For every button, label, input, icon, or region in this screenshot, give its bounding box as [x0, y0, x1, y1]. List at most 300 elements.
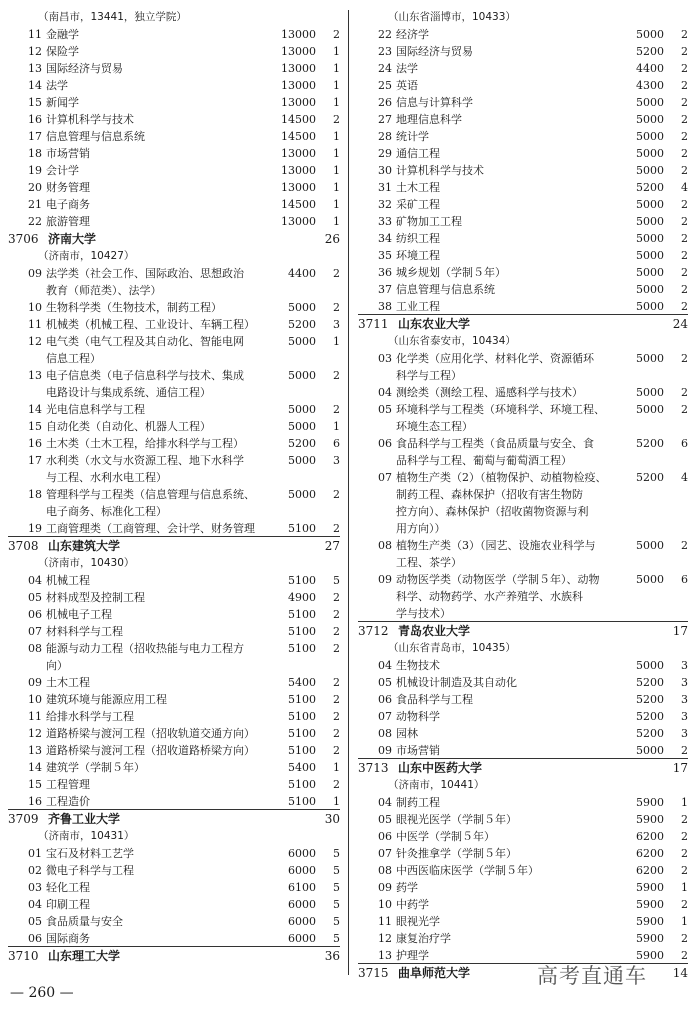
major-code: 27	[378, 113, 392, 126]
plan-count: 2	[333, 28, 340, 41]
major-name: 食品科学与工程	[396, 693, 473, 706]
major-code: 08	[378, 727, 392, 740]
plan-count: 1	[333, 181, 340, 194]
major-row	[358, 435, 688, 452]
major-code: 04	[378, 659, 392, 672]
major-name: 植物生产类（3）（园艺、设施农业科学与	[396, 539, 596, 552]
plan-count: 2	[333, 642, 340, 655]
tuition-fee: 13000	[281, 96, 316, 109]
major-code: 16	[28, 113, 42, 126]
plan-count: 4	[681, 181, 688, 194]
major-row	[8, 452, 340, 469]
major-code: 14	[28, 403, 42, 416]
university-name: 济南大学	[48, 232, 97, 246]
major-row	[358, 213, 688, 230]
major-row	[8, 418, 340, 435]
major-code: 09	[378, 573, 392, 586]
tuition-fee: 5200	[636, 471, 664, 484]
major-row	[358, 230, 688, 247]
plan-count: 2	[681, 232, 688, 245]
plan-count: 2	[681, 864, 688, 877]
major-name: 电子信息类（电子信息科学与技术、集成	[46, 369, 244, 382]
major-code: 35	[378, 249, 392, 262]
major-code: 06	[28, 608, 42, 621]
major-row	[8, 896, 340, 913]
major-code: 30	[378, 164, 392, 177]
major-row	[8, 691, 340, 708]
major-name: 电子商务、标准化工程）	[46, 505, 167, 518]
tuition-fee: 6200	[636, 864, 664, 877]
tuition-fee: 5000	[288, 403, 316, 416]
tuition-fee: 5900	[636, 881, 664, 894]
major-code: 09	[378, 881, 392, 894]
major-name: 工程造价	[46, 795, 90, 808]
major-row	[358, 742, 688, 759]
plan-count: 3	[681, 710, 688, 723]
major-row	[358, 281, 688, 298]
major-name: 土木工程	[396, 181, 440, 194]
tuition-fee: 13000	[281, 215, 316, 228]
major-name: 品科学与工程、葡萄与葡萄酒工程）	[396, 454, 572, 467]
major-code: 37	[378, 283, 392, 296]
location-text: （山东省泰安市，10434）	[388, 335, 516, 347]
tuition-fee: 5000	[636, 113, 664, 126]
university-name: 曲阜师范大学	[398, 966, 471, 980]
location-text: （济南市，10441）	[388, 779, 485, 791]
location-text: （山东省淄博市，10433）	[388, 11, 516, 23]
major-name: 电子商务	[46, 198, 90, 211]
tuition-fee: 6100	[288, 881, 316, 894]
major-code: 26	[378, 96, 392, 109]
major-row	[8, 350, 340, 367]
major-row	[8, 674, 340, 691]
major-row	[8, 606, 340, 623]
major-code: 36	[378, 266, 392, 279]
plan-count: 2	[333, 113, 340, 126]
tuition-fee: 5200	[288, 437, 316, 450]
university-name: 山东中医药大学	[398, 761, 483, 775]
major-row	[8, 111, 340, 128]
tuition-fee: 5900	[636, 932, 664, 945]
tuition-fee: 5000	[636, 249, 664, 262]
tuition-fee: 5000	[636, 283, 664, 296]
major-name: 中西医临床医学（学制５年）	[396, 864, 539, 877]
major-code: 07	[378, 847, 392, 860]
university-location	[358, 640, 688, 657]
tuition-fee: 5000	[636, 266, 664, 279]
tuition-fee: 5000	[636, 130, 664, 143]
university-total: 17	[672, 761, 688, 775]
tuition-fee: 5000	[636, 403, 664, 416]
major-code: 31	[378, 181, 392, 194]
major-name: 金融学	[46, 28, 79, 41]
tuition-fee: 5100	[288, 522, 316, 535]
plan-count: 1	[681, 881, 688, 894]
tuition-fee: 5900	[636, 898, 664, 911]
major-code: 16	[28, 437, 42, 450]
left-column	[8, 9, 340, 965]
university-code: 3710	[8, 949, 39, 963]
tuition-fee: 5200	[636, 676, 664, 689]
major-name: 与工程、水利水电工程）	[46, 471, 167, 484]
tuition-fee: 14500	[281, 198, 316, 211]
major-code: 05	[28, 591, 42, 604]
major-row	[358, 674, 688, 691]
major-row	[358, 879, 688, 896]
university-name: 山东建筑大学	[48, 539, 121, 553]
major-name: 法学	[396, 62, 418, 75]
tuition-fee: 5400	[288, 676, 316, 689]
major-code: 11	[28, 710, 42, 723]
major-name: 道路桥梁与渡河工程（招收轨道交通方向）	[46, 727, 255, 740]
major-row	[358, 913, 688, 930]
major-code: 11	[28, 318, 42, 331]
major-name: 中医学（学制５年）	[396, 830, 495, 843]
major-row	[8, 879, 340, 896]
major-name: 市场营销	[396, 744, 440, 757]
plan-count: 2	[333, 608, 340, 621]
tuition-fee: 5900	[636, 796, 664, 809]
plan-count: 2	[681, 300, 688, 313]
tuition-fee: 5200	[636, 693, 664, 706]
major-name: 市场营销	[46, 147, 90, 160]
major-code: 20	[28, 181, 42, 194]
major-name: 土木工程	[46, 676, 90, 689]
tuition-fee: 5100	[288, 727, 316, 740]
plan-count: 2	[681, 813, 688, 826]
plan-count: 2	[333, 693, 340, 706]
major-row	[358, 845, 688, 862]
major-row	[8, 384, 340, 401]
major-name: 眼视光学	[396, 915, 440, 928]
major-code: 09	[378, 744, 392, 757]
university-header	[8, 809, 340, 828]
university-location	[358, 9, 688, 26]
university-code: 3712	[358, 624, 389, 638]
major-code: 08	[378, 864, 392, 877]
major-name: 采矿工程	[396, 198, 440, 211]
major-code: 08	[28, 642, 42, 655]
plan-count: 1	[333, 62, 340, 75]
major-code: 14	[28, 79, 42, 92]
major-code: 38	[378, 300, 392, 313]
plan-count: 2	[681, 215, 688, 228]
major-row	[8, 367, 340, 384]
plan-count: 1	[333, 79, 340, 92]
tuition-fee: 5000	[636, 28, 664, 41]
plan-count: 2	[681, 898, 688, 911]
plan-count: 2	[681, 28, 688, 41]
major-row	[358, 179, 688, 196]
major-row	[8, 77, 340, 94]
major-name: 学与技术）	[396, 607, 451, 620]
tuition-fee: 5000	[288, 454, 316, 467]
location-text: （济南市，10431）	[38, 830, 135, 842]
major-code: 12	[28, 335, 42, 348]
major-name: 光电信息科学与工程	[46, 403, 145, 416]
plan-count: 3	[681, 676, 688, 689]
major-row	[358, 145, 688, 162]
major-name: 能源与动力工程（招收热能与电力工程方	[46, 642, 244, 655]
major-code: 19	[28, 522, 42, 535]
major-row	[358, 452, 688, 469]
tuition-fee: 5000	[636, 164, 664, 177]
major-row	[8, 640, 340, 657]
plan-count: 5	[333, 574, 340, 587]
major-name: 信息与计算科学	[396, 96, 473, 109]
plan-count: 2	[681, 386, 688, 399]
university-total: 27	[324, 539, 340, 553]
tuition-fee: 13000	[281, 147, 316, 160]
major-name: 印刷工程	[46, 898, 90, 911]
major-name: 信息工程）	[46, 352, 101, 365]
plan-count: 1	[333, 420, 340, 433]
major-name: 纺织工程	[396, 232, 440, 245]
major-name: 信息管理与信息系统	[396, 283, 495, 296]
university-location	[8, 828, 340, 845]
plan-count: 3	[333, 454, 340, 467]
major-code: 06	[378, 830, 392, 843]
university-total: 26	[324, 232, 340, 246]
tuition-fee: 5000	[636, 573, 664, 586]
plan-count: 2	[333, 369, 340, 382]
university-location	[8, 9, 340, 26]
major-row	[358, 43, 688, 60]
major-row	[358, 794, 688, 811]
major-row	[8, 94, 340, 111]
tuition-fee: 5000	[636, 386, 664, 399]
plan-count: 2	[333, 488, 340, 501]
major-name: 植物生产类（2）（植物保护、动植物检疫、	[396, 471, 607, 484]
major-code: 03	[28, 881, 42, 894]
university-total: 24	[672, 317, 688, 331]
tuition-fee: 5000	[636, 198, 664, 211]
major-row	[8, 333, 340, 350]
tuition-fee: 4400	[288, 267, 316, 280]
major-name: 工商管理类（工商管理、会计学、财务管理	[46, 522, 255, 535]
plan-count: 6	[333, 437, 340, 450]
major-row	[358, 657, 688, 674]
plan-count: 2	[681, 147, 688, 160]
major-code: 03	[378, 352, 392, 365]
plan-count: 2	[333, 591, 340, 604]
major-name: 工程管理	[46, 778, 90, 791]
major-name: 康复治疗学	[396, 932, 451, 945]
major-name: 材料科学与工程	[46, 625, 123, 638]
plan-count: 2	[681, 352, 688, 365]
plan-count: 3	[681, 659, 688, 672]
tuition-fee: 5000	[636, 147, 664, 160]
major-name: 动物科学	[396, 710, 440, 723]
major-name: 护理学	[396, 949, 429, 962]
major-name: 微电子科学与工程	[46, 864, 134, 877]
major-code: 33	[378, 215, 392, 228]
major-name: 国际商务	[46, 932, 90, 945]
plan-count: 2	[333, 676, 340, 689]
major-code: 24	[378, 62, 392, 75]
major-row	[8, 60, 340, 77]
major-row	[358, 298, 688, 315]
university-location	[358, 333, 688, 350]
plan-count: 2	[333, 522, 340, 535]
right-column	[358, 9, 688, 982]
major-code: 05	[28, 915, 42, 928]
major-name: 眼视光医学（学制５年）	[396, 813, 517, 826]
major-name: 机械类（机械工程、工业设计、车辆工程）	[46, 318, 255, 331]
major-name: 自动化类（自动化、机器人工程）	[46, 420, 211, 433]
major-code: 10	[28, 301, 42, 314]
major-name: 轻化工程	[46, 881, 90, 894]
tuition-fee: 5000	[636, 539, 664, 552]
major-row	[8, 708, 340, 725]
plan-count: 3	[681, 727, 688, 740]
location-text: （济南市，10430）	[38, 557, 135, 569]
major-row	[358, 247, 688, 264]
plan-count: 2	[681, 249, 688, 262]
major-code: 04	[28, 574, 42, 587]
major-name: 化学类（应用化学、材料化学、资源循环	[396, 352, 594, 365]
university-total: 17	[672, 624, 688, 638]
major-row	[8, 162, 340, 179]
plan-count: 2	[333, 267, 340, 280]
university-code: 3715	[358, 966, 389, 980]
major-name: 信息管理与信息系统	[46, 130, 145, 143]
major-row	[358, 930, 688, 947]
tuition-fee: 14500	[281, 113, 316, 126]
major-row	[8, 742, 340, 759]
major-code: 29	[378, 147, 392, 160]
plan-count: 2	[333, 778, 340, 791]
major-row	[8, 520, 340, 537]
major-row	[8, 793, 340, 810]
major-code: 18	[28, 488, 42, 501]
major-row	[8, 265, 340, 282]
university-total: 30	[324, 812, 340, 826]
tuition-fee: 13000	[281, 62, 316, 75]
major-row	[358, 571, 688, 588]
tuition-fee: 5100	[288, 625, 316, 638]
major-code: 06	[378, 437, 392, 450]
major-name: 计算机科学与技术	[46, 113, 134, 126]
plan-count: 4	[681, 471, 688, 484]
plan-count: 1	[333, 147, 340, 160]
plan-count: 2	[681, 539, 688, 552]
major-name: 给排水科学与工程	[46, 710, 134, 723]
plan-count: 2	[333, 301, 340, 314]
major-name: 建筑环境与能源应用工程	[46, 693, 167, 706]
plan-count: 2	[333, 744, 340, 757]
major-name: 环境科学与工程类（环境科学、环境工程、	[396, 403, 605, 416]
major-row	[358, 26, 688, 43]
major-row	[8, 845, 340, 862]
major-row	[8, 759, 340, 776]
plan-count: 1	[333, 215, 340, 228]
major-name: 建筑学（学制５年）	[46, 761, 145, 774]
tuition-fee: 4400	[636, 62, 664, 75]
plan-count: 2	[681, 830, 688, 843]
university-header	[8, 230, 340, 248]
university-header	[358, 621, 688, 640]
major-code: 11	[378, 915, 392, 928]
tuition-fee: 14500	[281, 130, 316, 143]
major-code: 04	[28, 898, 42, 911]
major-name: 国际经济与贸易	[46, 62, 123, 75]
plan-count: 2	[333, 625, 340, 638]
location-text: （山东省青岛市，10435）	[388, 642, 516, 654]
plan-count: 1	[333, 164, 340, 177]
major-name: 食品科学与工程类（食品质量与安全、食	[396, 437, 594, 450]
plan-count: 2	[681, 266, 688, 279]
university-code: 3711	[358, 317, 389, 331]
location-text: （济南市，10427）	[38, 250, 135, 262]
plan-count: 2	[681, 283, 688, 296]
tuition-fee: 5100	[288, 642, 316, 655]
major-name: 电路设计与集成系统、通信工程）	[46, 386, 211, 399]
major-row	[8, 26, 340, 43]
tuition-fee: 13000	[281, 164, 316, 177]
major-code: 21	[28, 198, 42, 211]
major-row	[358, 486, 688, 503]
major-code: 22	[28, 215, 42, 228]
major-row	[358, 503, 688, 520]
tuition-fee: 5100	[288, 744, 316, 757]
plan-count: 1	[681, 796, 688, 809]
major-code: 12	[378, 932, 392, 945]
tuition-fee: 6000	[288, 847, 316, 860]
university-name: 青岛农业大学	[398, 624, 471, 638]
plan-count: 2	[681, 403, 688, 416]
major-code: 04	[378, 796, 392, 809]
plan-count: 2	[681, 130, 688, 143]
university-location	[8, 555, 340, 572]
tuition-fee: 6000	[288, 915, 316, 928]
major-name: 电气类（电气工程及其自动化、智能电网	[46, 335, 244, 348]
university-header	[8, 946, 340, 965]
watermark: 高考直通车	[537, 964, 647, 988]
major-row	[358, 128, 688, 145]
major-name: 经济学	[396, 28, 429, 41]
plan-count: 2	[681, 847, 688, 860]
major-code: 04	[378, 386, 392, 399]
major-code: 34	[378, 232, 392, 245]
tuition-fee: 5200	[636, 181, 664, 194]
tuition-fee: 5000	[636, 659, 664, 672]
university-header	[358, 314, 688, 333]
major-name: 中药学	[396, 898, 429, 911]
major-name: 城乡规划（学制５年）	[396, 266, 506, 279]
major-name: 会计学	[46, 164, 79, 177]
major-name: 药学	[396, 881, 418, 894]
tuition-fee: 5000	[636, 96, 664, 109]
tuition-fee: 6200	[636, 830, 664, 843]
major-name: 计算机科学与技术	[396, 164, 484, 177]
major-name: 宝石及材料工艺学	[46, 847, 134, 860]
tuition-fee: 13000	[281, 45, 316, 58]
plan-count: 1	[681, 915, 688, 928]
major-code: 17	[28, 454, 42, 467]
major-code: 09	[28, 676, 42, 689]
major-name: 科学、动物药学、水产养殖学、水族科	[396, 590, 583, 603]
major-code: 07	[378, 471, 392, 484]
major-row	[358, 537, 688, 554]
plan-count: 1	[333, 45, 340, 58]
major-code: 15	[28, 420, 42, 433]
major-code: 07	[378, 710, 392, 723]
plan-count: 1	[333, 198, 340, 211]
major-name: 向）	[46, 659, 68, 672]
university-name: 山东农业大学	[398, 317, 471, 331]
major-row	[358, 828, 688, 845]
